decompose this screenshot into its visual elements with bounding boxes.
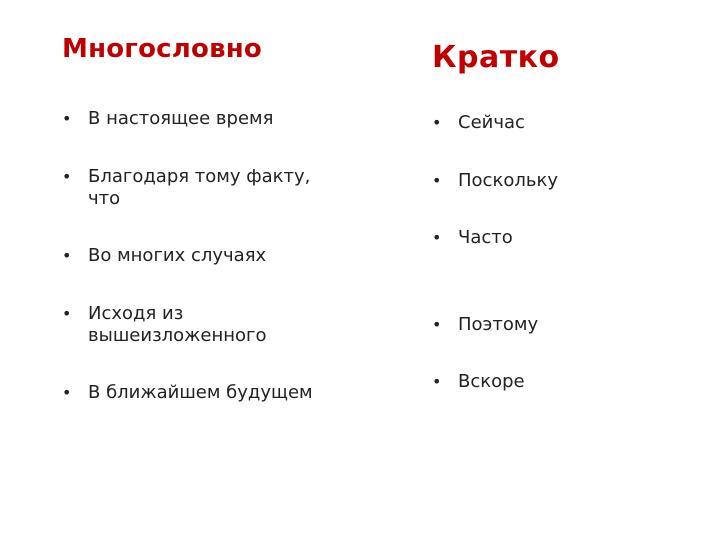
list-item <box>62 166 362 210</box>
bullet-icon: • <box>62 167 72 186</box>
list-item-text: Часто <box>458 227 513 248</box>
bullet-icon: • <box>432 113 442 132</box>
list-item-text: Поэтому <box>458 314 539 335</box>
list-item <box>62 382 362 404</box>
list-item-text: Вскоре <box>458 371 525 392</box>
bullet-icon: • <box>62 109 72 128</box>
list-item-text: Благодаря тому факту, что <box>88 166 311 209</box>
bullet-icon: • <box>432 315 442 334</box>
list-item <box>432 170 692 192</box>
list-item-text: Сейчас <box>458 112 525 133</box>
bullet-icon: • <box>62 383 72 402</box>
list-item <box>62 303 362 347</box>
list-item <box>432 227 692 249</box>
list-item <box>62 245 362 267</box>
list-item <box>62 108 362 130</box>
bullet-icon: • <box>432 372 442 391</box>
list-item-text: Во многих случаях <box>88 245 267 266</box>
bullet-icon: • <box>62 304 72 323</box>
list-item-text: В ближайшем будущем <box>88 382 313 403</box>
list-item <box>432 112 692 134</box>
list-item <box>432 314 692 336</box>
list-item-text: Поскольку <box>458 170 558 191</box>
bullet-icon: • <box>62 246 72 265</box>
list-item <box>432 371 692 393</box>
list-item-text: Исходя из вышеизложенного <box>88 303 267 346</box>
list-item-text: В настоящее время <box>88 108 274 129</box>
bullet-icon: • <box>432 171 442 190</box>
heading-verbose: Многословно <box>62 34 262 64</box>
bullet-icon: • <box>432 228 442 247</box>
heading-concise: Кратко <box>432 40 560 75</box>
